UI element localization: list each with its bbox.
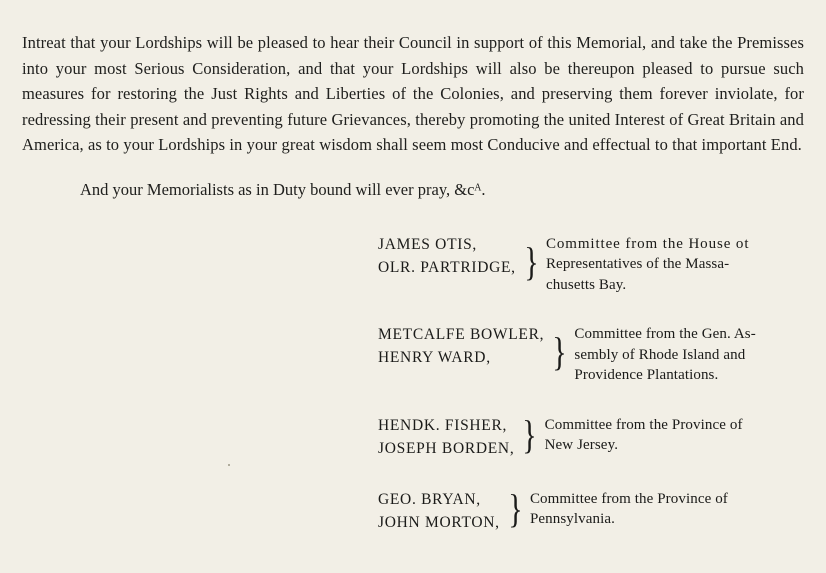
signatory-name: JAMES OTIS,: [378, 235, 477, 253]
description-line: Pennsylvania.: [529, 511, 615, 527]
signatory-name: HENDK. FISHER,: [378, 416, 508, 434]
closing-line: And your Memorialists as in Duty bound will ever pray, &cᴬ.: [80, 179, 486, 199]
description-line: Committee from the House ot: [545, 235, 750, 252]
signature-block: [378, 413, 818, 460]
brace-glyph: }: [508, 485, 523, 531]
signatory-name: HENRY WARD,: [378, 349, 491, 366]
signatory-name: GEO. BRYAN,: [378, 490, 481, 508]
signature-block: [378, 232, 818, 296]
committee-description: [546, 232, 749, 296]
signature-section: [378, 232, 818, 534]
signatory-name: JOHN MORTON,: [378, 513, 500, 531]
committee-description: [574, 322, 755, 386]
body-paragraph: Intreat that your Lordships will be pleased to hear their Council in support of this Memorial, and take the Premisses into your most Serious Consideration, and that your Lordships will also be thereupon pleased to pursue such measures for restoring the Just Rights and Liberties of the Colonies, and preserving them forever inviolate, for redressing their present and preventing future Grievances, thereby promoting the united Interest of Great Britain and America, as to your Lordships in your great wisdom shall seem most Conducive and effectual to that important End.: [22, 33, 804, 154]
body-paragraph-container: [22, 30, 804, 158]
description-line: Providence Plantations.: [574, 367, 719, 383]
description-line: chusetts Bay.: [545, 276, 627, 293]
brace-glyph: }: [522, 411, 538, 457]
description-line: Representatives of the Massa-: [545, 256, 730, 272]
signatory-name: JOSEPH BORDEN,: [378, 439, 515, 457]
signature-names: [378, 322, 544, 369]
brace-glyph: }: [552, 329, 567, 375]
description-line: New Jersey.: [544, 437, 619, 453]
signature-block: [378, 487, 818, 534]
description-line: Committee from the Province of: [529, 490, 728, 507]
description-line: Committee from the Gen. As-: [574, 326, 756, 342]
description-line: sembly of Rhode Island and: [574, 346, 746, 363]
committee-description: [530, 487, 728, 530]
signatory-name: METCALFE BOWLER,: [378, 326, 545, 343]
signature-names: [378, 487, 500, 534]
brace-glyph: }: [524, 238, 539, 284]
paper-speck: [228, 464, 230, 466]
signatory-name: OLR. PARTRIDGE,: [378, 258, 516, 276]
description-line: Committee from the Province of: [544, 416, 743, 433]
signature-block: [378, 322, 818, 386]
signature-names: [378, 413, 514, 460]
committee-description: [545, 413, 743, 456]
signature-names: [378, 232, 516, 279]
